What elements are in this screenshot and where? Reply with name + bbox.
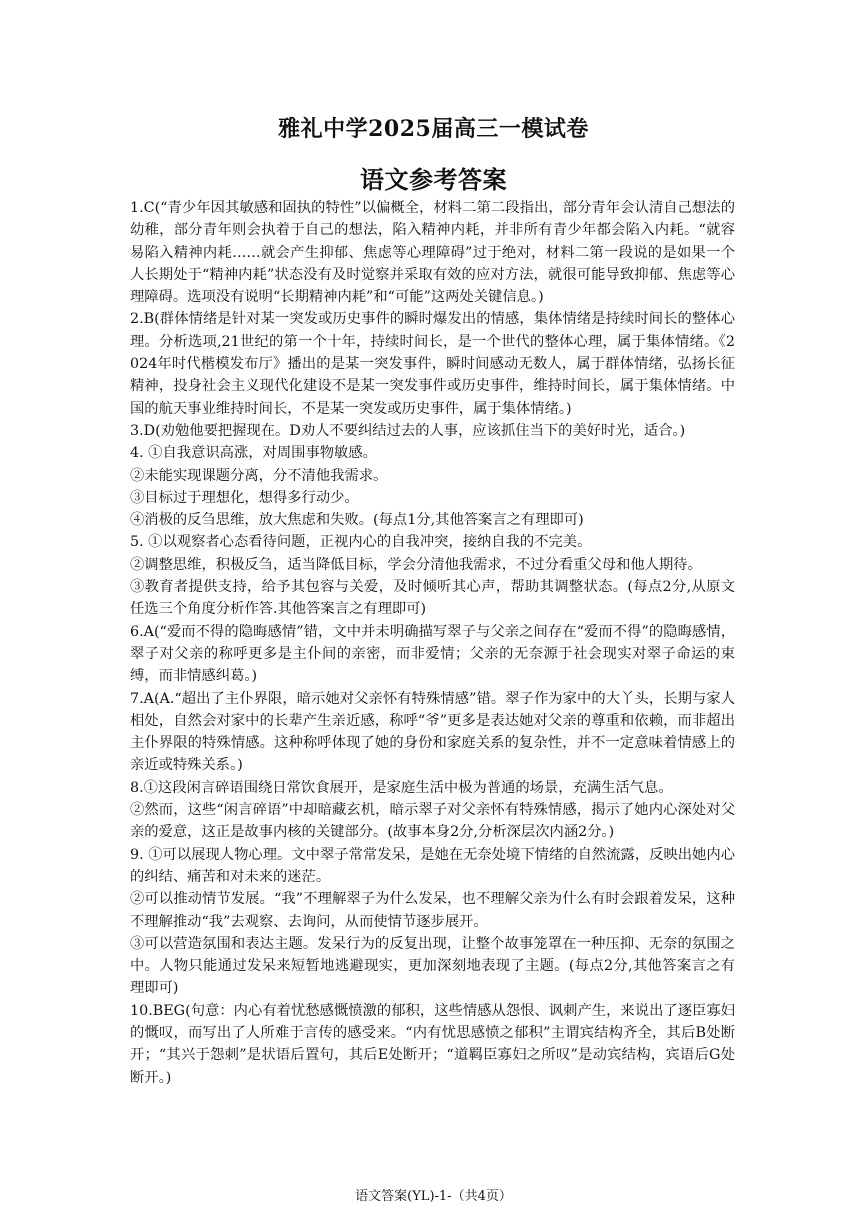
answer-4-point-3: ③目标过于理想化，想得多行动少。 <box>130 489 359 506</box>
answer-2: 2.B(群体情绪是针对某一突发或历史事件的瞬时爆发出的情感，集体情绪是持续时间长的整体心理。分析选项,21世纪的第一个十年，持续时间长，是一个世代的整体心理，属于集体情绪。《2024年时代楷模发布厅》播出的是某一突发事件，瞬时间感动无数人，属于群体情绪，弘扬长征精神，投身社会主义现代化建设不是某一突发事件或历史事件，维持时间长，属于集体情绪。中国的航天事业维持时间长，不是某一突发或历史事件，属于集体情绪。) <box>130 311 735 417</box>
answer-4-point-4: ④消极的反刍思维，放大焦虑和失败。(每点1分,其他答案言之有理即可) <box>130 512 584 529</box>
answer-10: 10.BEG(句意：内心有着忧愁感慨愤激的郁积，这些情感从怨恨、讽刺产生，来说出了逐臣寡妇的慨叹，而写出了人所难于言传的感受来。“内有忧思感愤之郁积”主谓宾结构齐全，其后B处断开；“其兴于怨刺”是状语后置句，其后E处断开；“道羁臣寡妇之所叹”是动宾结构，宾语后G处断开。) <box>130 1002 735 1086</box>
exam-title: 雅礼中学2025届高三一模试卷 <box>278 116 589 142</box>
answer-9-point-3: ③可以营造氛围和表达主题。发呆行为的反复出现，让整个故事笼罩在一种压抑、无奈的氛围之中。人物只能通过发呆来短暂地逃避现实，更加深刻地表现了主题。(每点2分,其他答案言之有理即可) <box>130 935 735 997</box>
answer-9-point-1: 9. ①可以展现人物心理。文中翠子常常发呆，是她在无奈处境下情绪的自然流露，反映出她内心的纠结、痛苦和对未来的迷茫。 <box>130 846 735 885</box>
answer-5-point-1: 5. ①以观察者心态看待问题，正视内心的自我冲突，接纳自我的不完美。 <box>130 534 592 551</box>
answer-7: 7.A(A.“超出了主仆界限，暗示她对父亲怀有特殊情感”错。翠子作为家中的大丫头，长期与家人相处，自然会对家中的长辈产生亲近感，称呼“爷”更多是表达她对父亲的尊重和依赖，而非超出主仆界限的特殊情感。这种称呼体现了她的身份和家庭关系的复杂性，并不一定意味着情感上的亲近或特殊关系。) <box>130 690 735 774</box>
answer-list <box>130 197 735 1089</box>
answer-5-point-3: ③教育者提供支持，给予其包容与关爱，及时倾听其心声，帮助其调整状态。(每点2分,从原文任选三个角度分析作答.其他答案言之有理即可) <box>130 579 735 618</box>
answer-3: 3.D(劝勉他要把握现在。D劝人不要纠结过去的人事，应该抓住当下的美好时光，适合。) <box>130 422 686 439</box>
answer-key-title: 语文参考答案 <box>360 165 507 194</box>
answer-8-point-1: 8.①这段闲言碎语围绕日常饮食展开，是家庭生活中极为普通的场景，充满生活气息。 <box>130 779 673 796</box>
answer-4-point-2: ②未能实现课题分离，分不清他我需求。 <box>130 467 388 484</box>
answer-8-point-2: ②然而，这些“闲言碎语”中却暗藏玄机，暗示翠子对父亲怀有特殊情感，揭示了她内心深处对父亲的爱意，这正是故事内核的关键部分。(故事本身2分,分析深层次内涵2分。) <box>130 802 735 841</box>
page-footer: 语文答案(YL)-1-（共4页） <box>355 1189 512 1204</box>
answer-5-point-2: ②调整思维，积极反刍，适当降低目标，学会分清他我需求，不过分看重父母和他人期待。 <box>130 556 702 573</box>
answer-9-point-2: ②可以推动情节发展。“我”不理解翠子为什么发呆，也不理解父亲为什么有时会跟着发呆，这种不理解推动“我”去观察、去询问，从而使情节逐步展开。 <box>130 891 735 930</box>
answer-4-point-1: 4. ①自我意识高涨，对周围事物敏感。 <box>130 445 377 462</box>
answer-6: 6.A(“爱而不得的隐晦感情”错，文中并未明确描写翠子与父亲之间存在“爱而不得”的隐晦感情，翠子对父亲的称呼更多是主仆间的亲密，而非爱情；父亲的无奈源于社会现实对翠子命运的束缚，而非情感纠葛。) <box>130 623 735 685</box>
answer-1: 1.C(“青少年因其敏感和固执的特性”以偏概全，材料二第二段指出，部分青年会认清自己想法的幼稚，部分青年则会执着于自己的想法，陷入精神内耗，并非所有青少年都会陷入内耗。“就容易陷入精神内耗……就会产生抑郁、焦虑等心理障碍”过于绝对，材料二第一段说的是如果一个人长期处于“精神内耗”状态没有及时觉察并采取有效的应对方法，就很可能导致抑郁、焦虑等心理障碍。选项没有说明“长期精神内耗”和“可能”这两处关键信息。) <box>130 200 735 306</box>
